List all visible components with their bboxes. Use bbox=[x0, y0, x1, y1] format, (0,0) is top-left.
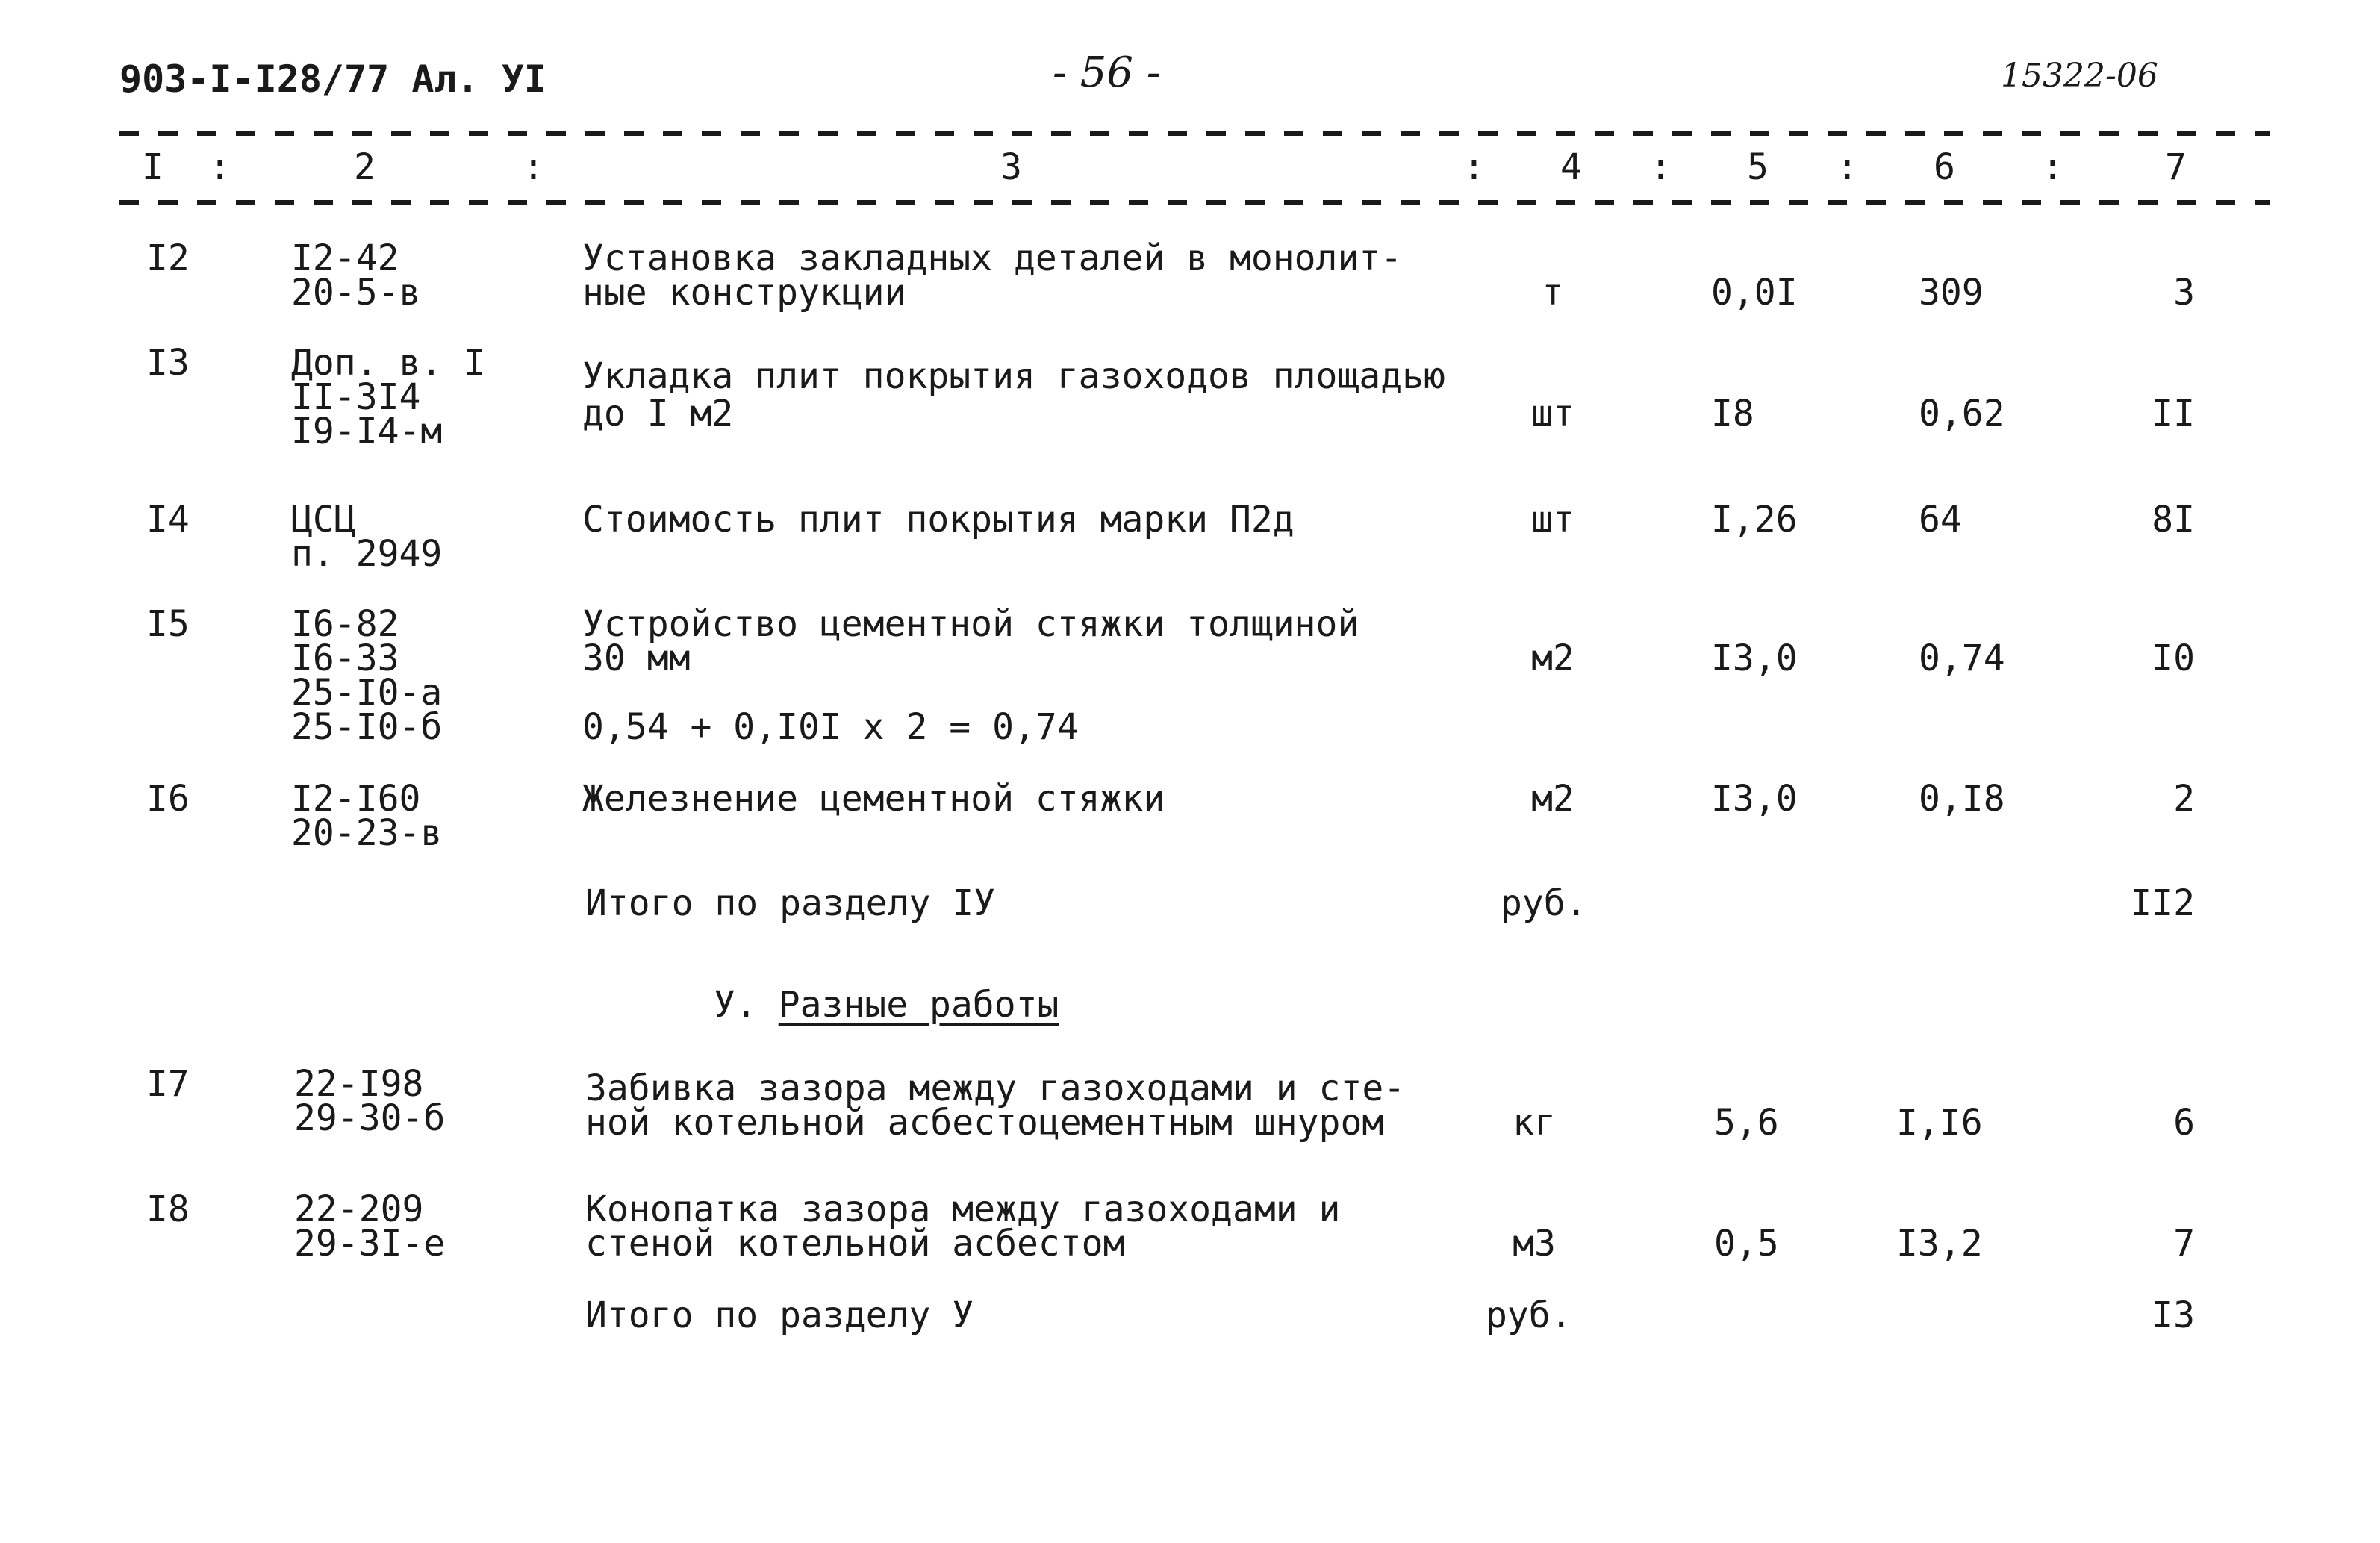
calculation-formula: 0,54 + 0,I0I х 2 = 0,74 bbox=[582, 706, 1079, 748]
column-label: 2 bbox=[354, 146, 376, 188]
page-number: - 56 - bbox=[1053, 49, 1161, 97]
subtotal-total: I3 bbox=[2152, 1294, 2195, 1336]
unit: кг bbox=[1513, 1102, 1556, 1144]
norm-code: 25-I0-б bbox=[291, 706, 443, 748]
unit: т bbox=[1542, 272, 1564, 314]
column-label: 5 bbox=[1747, 146, 1769, 188]
row-number: I8 bbox=[146, 1188, 190, 1230]
section-number: У. bbox=[714, 984, 757, 1026]
column-separator: : bbox=[523, 146, 544, 188]
column-separator: : bbox=[2042, 146, 2063, 188]
norm-code: I6-33 bbox=[291, 638, 399, 679]
subtotal-total: II2 bbox=[2130, 882, 2195, 924]
norm-code: 29-30-б bbox=[294, 1097, 446, 1139]
work-description: Забивка зазора между газоходами и сте- bbox=[585, 1067, 1406, 1109]
archive-number: 15322-06 bbox=[2001, 57, 2158, 95]
total-cost: II bbox=[2152, 393, 2195, 434]
total-cost: 7 bbox=[2173, 1223, 2195, 1265]
work-description: стеной котельной асбестом bbox=[585, 1223, 1125, 1265]
unit-price: 0,62 bbox=[1919, 393, 2005, 434]
norm-code: I9-I4-м bbox=[291, 411, 443, 452]
row-number: I7 bbox=[146, 1063, 190, 1105]
norm-code: I2-42 bbox=[291, 237, 399, 279]
column-label: I bbox=[142, 146, 163, 188]
total-cost: 2 bbox=[2173, 778, 2195, 820]
work-description: Железнение цементной стяжки bbox=[582, 778, 1165, 820]
total-cost: 6 bbox=[2173, 1102, 2195, 1144]
column-label: 7 bbox=[2165, 146, 2187, 188]
work-description: 30 мм bbox=[582, 638, 691, 679]
column-separator: : bbox=[1650, 146, 1672, 188]
unit: м3 bbox=[1513, 1223, 1556, 1265]
column-separator: : bbox=[1463, 146, 1485, 188]
norm-code: п. 2949 bbox=[291, 533, 443, 575]
quantity: 5,6 bbox=[1714, 1102, 1779, 1144]
column-label: 4 bbox=[1560, 146, 1582, 188]
unit-price: 309 bbox=[1919, 272, 1984, 314]
norm-code: I2-I60 bbox=[291, 778, 421, 820]
section-title: Разные работы bbox=[778, 984, 1059, 1026]
work-description: Установка закладных деталей в монолит- bbox=[582, 237, 1403, 279]
quantity: I8 bbox=[1711, 393, 1754, 434]
work-description: Устройство цементной стяжки толщиной bbox=[582, 603, 1359, 645]
norm-code: 20-5-в bbox=[291, 272, 421, 314]
norm-code: I6-82 bbox=[291, 603, 399, 645]
total-cost: 3 bbox=[2173, 272, 2195, 314]
norm-code: 29-3I-е bbox=[294, 1223, 446, 1265]
quantity: 0,5 bbox=[1714, 1223, 1779, 1265]
work-description: ной котельной асбестоцементным шнуром bbox=[585, 1102, 1384, 1144]
column-label: 6 bbox=[1934, 146, 1955, 188]
unit-price: 64 bbox=[1919, 499, 1962, 540]
unit: м2 bbox=[1531, 778, 1574, 820]
row-number: I6 bbox=[146, 778, 190, 820]
total-cost: 8I bbox=[2152, 499, 2195, 540]
work-description: до I м2 bbox=[582, 393, 734, 434]
norm-code: II-3I4 bbox=[291, 376, 421, 418]
column-label: 3 bbox=[1000, 146, 1022, 188]
norm-code: ЦСЦ bbox=[291, 499, 356, 540]
unit-price: I,I6 bbox=[1896, 1102, 1983, 1144]
norm-code: 20-23-в bbox=[291, 812, 443, 854]
column-separator: : bbox=[1837, 146, 1858, 188]
column-separator: : bbox=[209, 146, 231, 188]
quantity: I3,0 bbox=[1711, 778, 1798, 820]
subtotal-unit: руб. bbox=[1501, 882, 1587, 924]
norm-code: 22-209 bbox=[294, 1188, 424, 1230]
quantity: 0,0I bbox=[1711, 272, 1798, 314]
row-number: I3 bbox=[146, 342, 190, 384]
work-description: Конопатка зазора между газоходами и bbox=[585, 1188, 1341, 1230]
total-cost: I0 bbox=[2152, 638, 2195, 679]
subtotal-label: Итого по разделу IУ bbox=[585, 882, 996, 924]
norm-code: 22-I98 bbox=[294, 1063, 424, 1105]
norm-code: 25-I0-а bbox=[291, 672, 443, 714]
document-code: 903-I-I28/77 Ал. УI bbox=[119, 57, 546, 101]
unit-price: 0,I8 bbox=[1919, 778, 2005, 820]
section-heading bbox=[714, 984, 1059, 1026]
unit: м2 bbox=[1531, 638, 1574, 679]
unit-price: I3,2 bbox=[1896, 1223, 1983, 1265]
work-description: Стоимость плит покрытия марки П2д bbox=[582, 499, 1295, 540]
norm-code: Доп. в. I bbox=[291, 342, 486, 384]
row-number: I4 bbox=[146, 499, 190, 540]
row-number: I2 bbox=[146, 237, 190, 279]
subtotal-unit: руб. bbox=[1486, 1294, 1572, 1336]
header-rule-bottom bbox=[119, 200, 2270, 205]
header-rule-top bbox=[119, 131, 2270, 136]
row-number: I5 bbox=[146, 603, 190, 645]
subtotal-label: Итого по разделу У bbox=[585, 1294, 974, 1336]
work-description: Укладка плит покрытия газоходов площадью bbox=[582, 355, 1445, 397]
work-description: ные конструкции bbox=[582, 272, 906, 314]
unit: шт bbox=[1531, 499, 1574, 540]
unit: шт bbox=[1531, 393, 1574, 434]
unit-price: 0,74 bbox=[1919, 638, 2005, 679]
quantity: I3,0 bbox=[1711, 638, 1798, 679]
quantity: I,26 bbox=[1711, 499, 1798, 540]
